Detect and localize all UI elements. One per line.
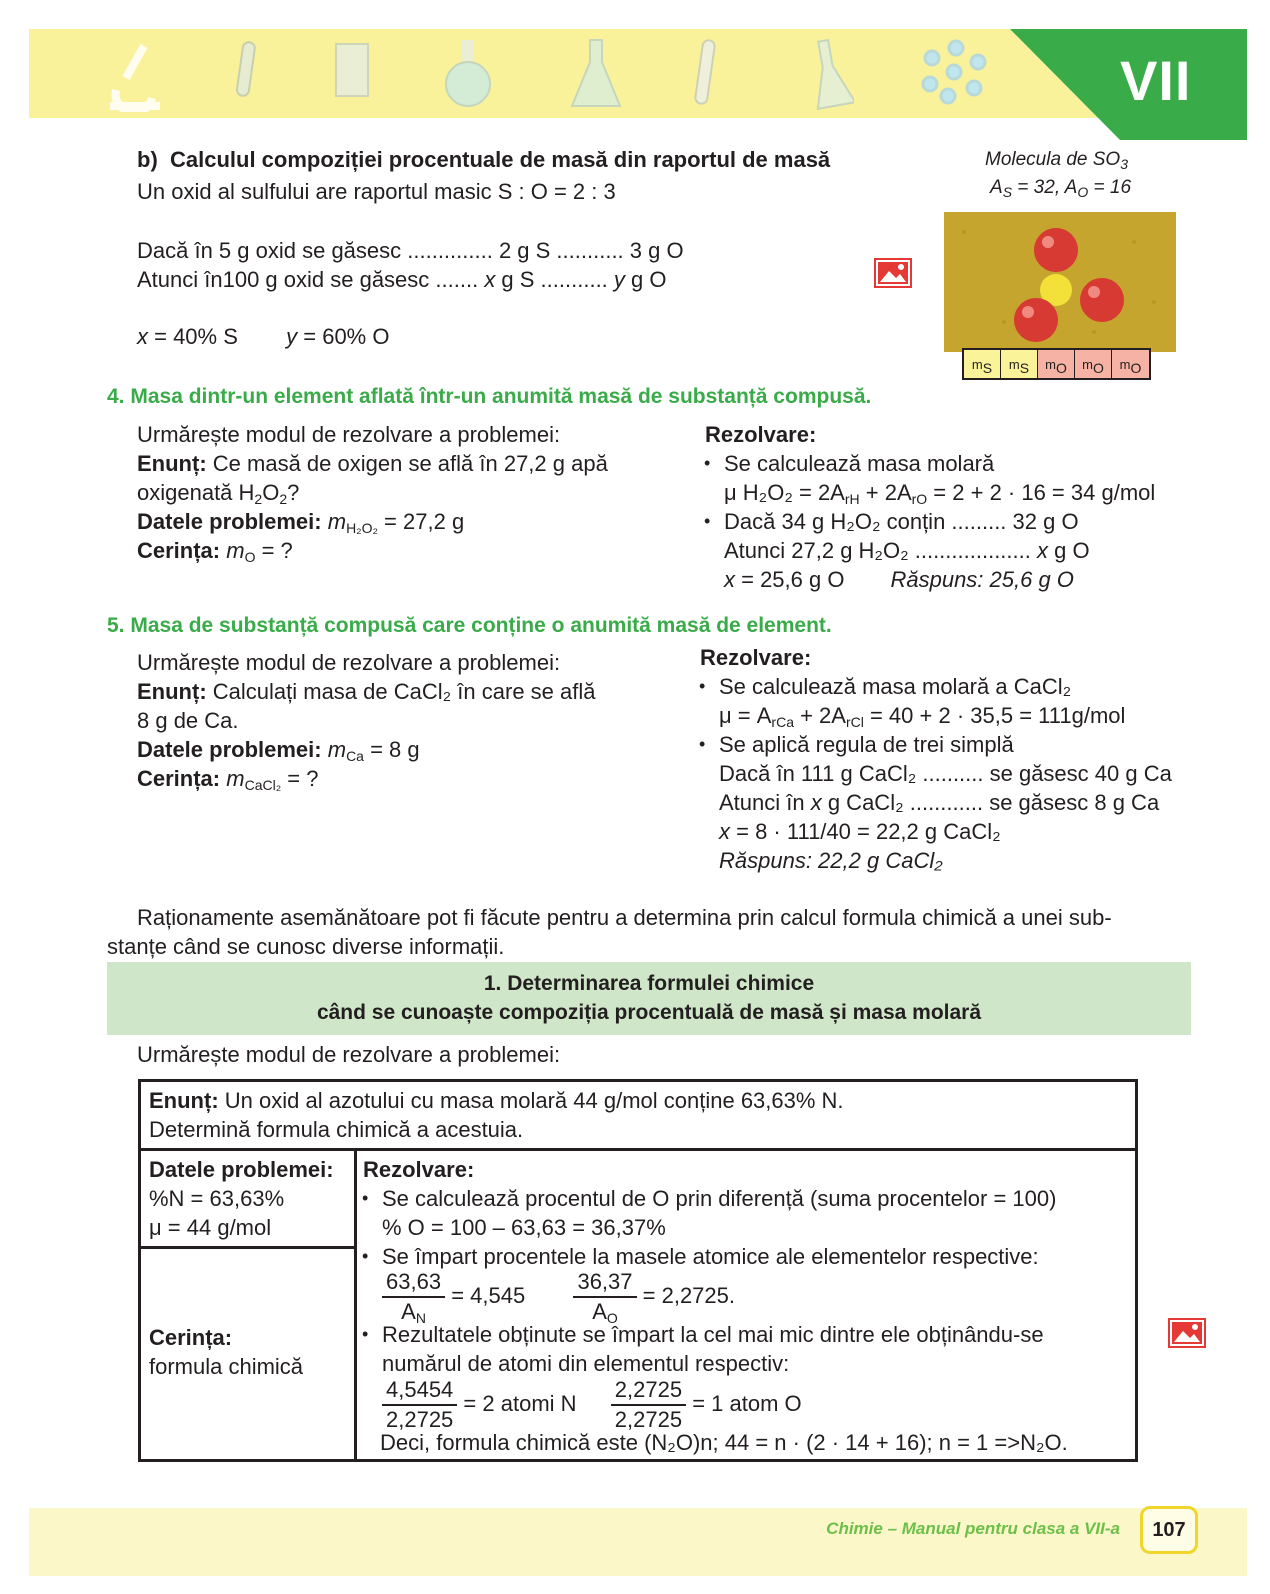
table-fractions-2: $\frac{4,5454}{2,2725}$ = 2 atomi N $\frac{2,2725}{2,2725}$ = 1 atom O (382, 1376, 802, 1434)
section-4-intro: Urmărește modul de rezolvare a problemei: (137, 422, 561, 447)
section-1-header (107, 962, 1191, 1035)
section-5-r2: $\mu = A_{rCa} + 2A_{rCl} = 40 + 2 \cdot 35,5 = 111g/mol$ (719, 703, 1126, 730)
section-1-title-line2: când se cunoaște compoziția procentuală de masă și masa molară (316, 1001, 982, 1024)
section-4-date: Datele problemei: $m_{H_2O_2} = 27,2$ g (137, 509, 465, 536)
erlenmeyer-flask-icon (570, 38, 622, 110)
mass-cell-o: mO (1075, 350, 1112, 378)
table-divider-h (141, 1148, 1135, 1151)
molecule-caption: Molecula de $SO_3$ (985, 149, 1128, 172)
section-5-r5: Atunci în x g CaCl₂ ............ se găsesc 8 g Ca (719, 790, 1160, 815)
table-divider-v (354, 1148, 357, 1459)
section-5-r4: Dacă în 111 g CaCl₂ .......... se găsesc 40 g Ca (719, 761, 1172, 786)
section-5-cerinta: Cerința: $m_{CaCl_2}$ = ? (137, 766, 319, 793)
section-4-enunt-2: oxigenată $H_2O_2$? (137, 480, 300, 507)
thermometer-icon (690, 38, 720, 110)
table-cerinta-label: Cerința: (149, 1325, 233, 1350)
mass-cell-o: mO (1112, 350, 1149, 378)
section-b-line2: Dacă în 5 g oxid se găsesc .............. 2 g S ........... 3 g O (137, 238, 684, 263)
table-r4: • Rezultatele obținute se împart la cel mai mic dintre ele obținându-se (382, 1320, 1044, 1349)
fraction-o: $\frac{36,37}{A_O}$ (573, 1268, 636, 1326)
paragraph-line1: Raționamente asemănătoare pot fi făcute pentru a determina prin calcul formula chimică a unei sub- (137, 905, 1112, 930)
section-5-enunt-2: 8 g de Ca. (137, 708, 239, 733)
section-4-r4: Atunci 27,2 g H₂O₂ ................... x g O (724, 538, 1090, 563)
fraction-n: $\frac{63,63}{A_N}$ (382, 1268, 445, 1326)
table-fractions-1: $\frac{63,63}{A_N}$ = 4,545 $\frac{36,37}{A_O}$ = 2,2725. (382, 1268, 735, 1326)
molecule-masses: $A_S = 32$, $A_O = 16$ (990, 177, 1132, 200)
section-5-date: Datele problemei: $m_{Ca} = 8$ g (137, 737, 420, 764)
table-enunt-2: Determină formula chimică a acestuia. (149, 1117, 524, 1142)
section-1-intro: Urmărește modul de rezolvare a problemei: (137, 1042, 561, 1067)
table-cerinta-text: formula chimică (149, 1354, 304, 1379)
table-r5: numărul de atomi din elementul respectiv: (382, 1351, 790, 1376)
section-5-rezolvare-label: Rezolvare: (700, 645, 812, 670)
mass-cell-s: mS (964, 350, 1001, 378)
chapter-number: VII (1120, 49, 1192, 112)
section-4-r2: μ $H_2O_2 = 2A_{rH} + 2A_{rO} = 2 + 2 \cdot 16 = 34$ g/mol (724, 480, 1156, 507)
table-divider-left (141, 1246, 354, 1249)
table-date-1: %N = 63,63% (149, 1186, 285, 1211)
table-date-label: Datele problemei: (149, 1157, 334, 1182)
section-4-cerinta: Cerința: $m_O$ = ? (137, 538, 293, 565)
section-4-r3: • Dacă 34 g H₂O₂ conțin ......... 32 g O (724, 507, 1079, 536)
table-enunt: Enunț: Un oxid al azotului cu masa molară 44 g/mol conține 63,63% N. (149, 1088, 844, 1113)
fraction-atoms-n: $\frac{4,5454}{2,2725}$ (382, 1376, 457, 1434)
section-5-title: 5. Masa de substanță compusă care conține o anumită masă de element. (107, 614, 832, 637)
mass-cell-s: mS (1001, 350, 1038, 378)
section-4-rezolvare-label: Rezolvare: (705, 422, 817, 447)
section-b-title: b) Calculul compoziției procentuale de masă din raportul de masă (137, 147, 831, 172)
section-1-title-line1: 1. Determinarea formulei chimice (483, 972, 815, 995)
image-icon[interactable] (1168, 1318, 1206, 1348)
section-4-r1: • Se calculează masa molară (724, 449, 994, 478)
section-b-line3: Atunci în100 g oxid se găsesc ....... x g S ........... y g O (137, 267, 667, 292)
page-number: 107 (1140, 1506, 1198, 1554)
table-rezolvare-label: Rezolvare: (363, 1157, 475, 1182)
molecule-icon (918, 38, 994, 108)
problem-table (138, 1079, 1138, 1462)
section-4-title: 4. Masa dintr-un element aflată într-un anumită masă de substanță compusă. (107, 385, 872, 408)
table-r2: % O = 100 – 63,63 = 36,37% (382, 1215, 666, 1240)
section-5-r7: Răspuns: 22,2 g CaCl₂ (719, 848, 943, 873)
section-5-enunt: Enunț: Calculați masa de CaCl₂ în care se află (137, 679, 596, 704)
section-5-r1: • Se calculează masa molară a CaCl₂ (719, 672, 1071, 701)
beaker-icon (330, 38, 374, 102)
section-4-r5: x = 25,6 g O Răspuns: 25,6 g O (724, 567, 1074, 592)
paragraph-line2: stanțe când se cunosc diverse informații. (107, 934, 505, 959)
round-flask-icon (440, 38, 496, 108)
test-tube-icon (232, 38, 260, 104)
section-5-intro: Urmărește modul de rezolvare a problemei: (137, 650, 561, 675)
so3-molecule-photo (944, 212, 1176, 352)
table-r1: • Se calculează procentul de O prin diferență (suma procentelor = 100) (382, 1184, 1056, 1213)
section-b-line1: Un oxid al sulfului are raportul masic S : O = 2 : 3 (137, 179, 616, 204)
mass-ratio-bar (962, 348, 1151, 380)
section-b-result: x = 40% S y = 60% O (137, 324, 390, 349)
footer-book-title: Chimie – Manual pentru clasa a VII-a (826, 1519, 1120, 1538)
table-r6: Deci, formula chimică este (N₂O)n; 44 = n · (2 · 14 + 16); n = 1 =>N₂O. (380, 1430, 1068, 1455)
section-5-r6: x = 8 · 111/40 = 22,2 g CaCl₂ (719, 819, 1001, 844)
image-icon[interactable] (874, 258, 912, 288)
section-5-r3: • Se aplică regula de trei simplă (719, 730, 1014, 759)
table-r3: • Se împart procentele la masele atomice ale elementelor respective: (382, 1242, 1039, 1271)
fraction-atoms-o: $\frac{2,2725}{2,2725}$ (611, 1376, 686, 1434)
microscope-icon (104, 38, 166, 112)
conical-flask-icon (808, 38, 854, 110)
section-4-enunt: Enunț: Ce masă de oxigen se află în 27,2 g apă (137, 451, 608, 476)
table-date-2: μ = 44 g/mol (149, 1215, 272, 1240)
mass-cell-o: mO (1038, 350, 1075, 378)
